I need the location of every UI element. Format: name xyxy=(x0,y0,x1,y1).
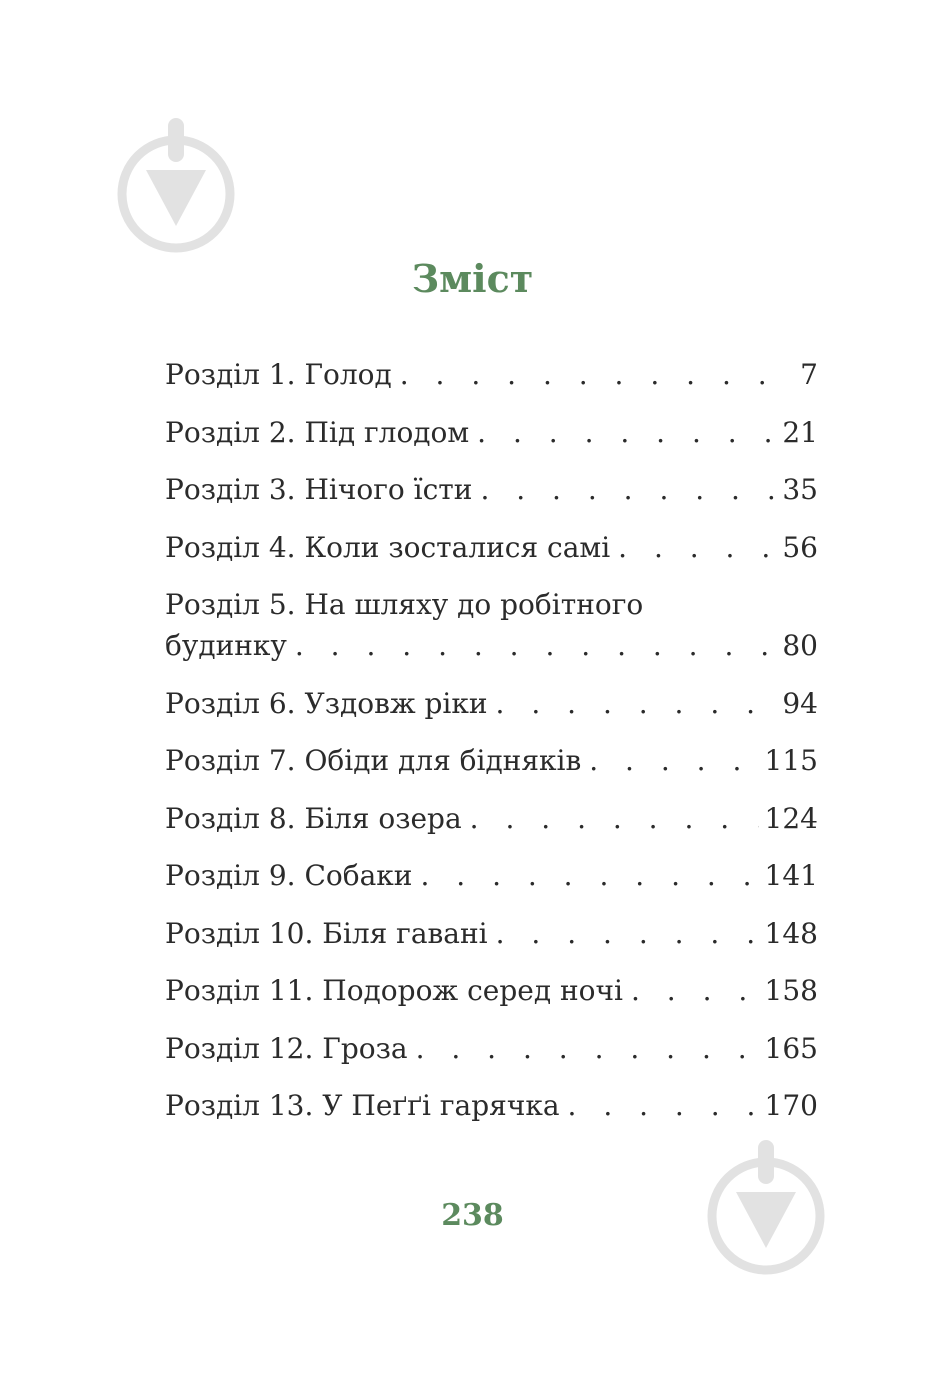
toc-entry-title: Розділ 8. Біля озера xyxy=(165,801,462,835)
toc-leader-dots xyxy=(610,528,776,568)
toc-leader-dots xyxy=(462,799,759,839)
toc-entry xyxy=(165,856,818,896)
toc-leader-dots xyxy=(488,914,759,954)
toc-entry-title: Розділ 7. Обіди для бідняків xyxy=(165,744,582,777)
toc-entry xyxy=(165,914,818,954)
toc-entry-page: 21 xyxy=(782,415,818,449)
toc-entry xyxy=(165,1029,818,1069)
toc-entry-page: 141 xyxy=(764,859,818,892)
toc-leader-dots xyxy=(392,355,792,395)
toc-entry-title: Розділ 3. Нічого їсти xyxy=(165,473,473,506)
toc-entry-title: Розділ 9. Собаки xyxy=(165,859,413,892)
toc-entry-title: Розділ 2. Під глодом xyxy=(165,415,470,449)
toc-entry-title: Розділ 10. Біля гавані xyxy=(165,916,488,950)
toc-leader-dots xyxy=(469,413,776,453)
toc-entry-page: 165 xyxy=(764,1031,818,1065)
toc-entry xyxy=(165,741,818,781)
toc-leader-dots xyxy=(560,1086,759,1126)
toc-entry-continuation xyxy=(165,626,818,666)
toc-entry-title: Розділ 5. На шляху до робітного xyxy=(165,588,644,621)
toc-entry-page: 35 xyxy=(782,473,818,506)
toc-entry-page: 115 xyxy=(764,744,818,777)
toc-entry xyxy=(165,413,818,453)
toc-entry xyxy=(165,528,818,568)
toc-entry xyxy=(165,585,818,666)
page-title: Зміст xyxy=(411,256,534,301)
toc-leader-dots xyxy=(412,856,758,896)
toc-entry-title: Розділ 11. Подорож серед ночі xyxy=(165,974,623,1007)
toc-entry-page: 94 xyxy=(782,686,818,720)
toc-entry xyxy=(165,1086,818,1126)
watermark-logo-icon xyxy=(116,116,236,256)
toc-entry-title: Розділ 1. Голод xyxy=(165,358,392,391)
toc-entry-page: 7 xyxy=(800,358,818,391)
toc-entry xyxy=(165,470,818,510)
toc-entry xyxy=(165,799,818,839)
toc-leader-dots xyxy=(408,1029,759,1069)
toc-leader-dots xyxy=(581,741,758,781)
page-number: 238 xyxy=(441,1198,504,1233)
toc-entry-title-continued: будинку xyxy=(165,629,287,662)
toc-entry-page: 56 xyxy=(782,530,818,564)
toc-entry-title: Розділ 4. Коли зосталися самі xyxy=(165,530,611,564)
toc-leader-dots xyxy=(488,684,777,724)
toc-entry-page: 148 xyxy=(764,916,818,950)
toc-entry-title: Розділ 12. Гроза xyxy=(165,1031,408,1065)
toc-entry-title: Розділ 6. Уздовж ріки xyxy=(165,686,488,720)
toc-entry-title: Розділ 13. У Пеґґі гарячка xyxy=(165,1089,560,1122)
toc-leader-dots xyxy=(472,470,776,510)
toc-entry xyxy=(165,971,818,1011)
toc-entry xyxy=(165,355,818,395)
toc-entry-page: 124 xyxy=(764,801,818,835)
watermark-logo-icon xyxy=(706,1138,826,1278)
table-of-contents xyxy=(165,355,818,1144)
toc-entry-page: 170 xyxy=(764,1089,818,1122)
toc-entry-page: 80 xyxy=(782,629,818,662)
toc-entry-page: 158 xyxy=(764,974,818,1007)
toc-entry xyxy=(165,684,818,724)
toc-leader-dots xyxy=(623,971,759,1011)
toc-leader-dots xyxy=(287,626,776,666)
